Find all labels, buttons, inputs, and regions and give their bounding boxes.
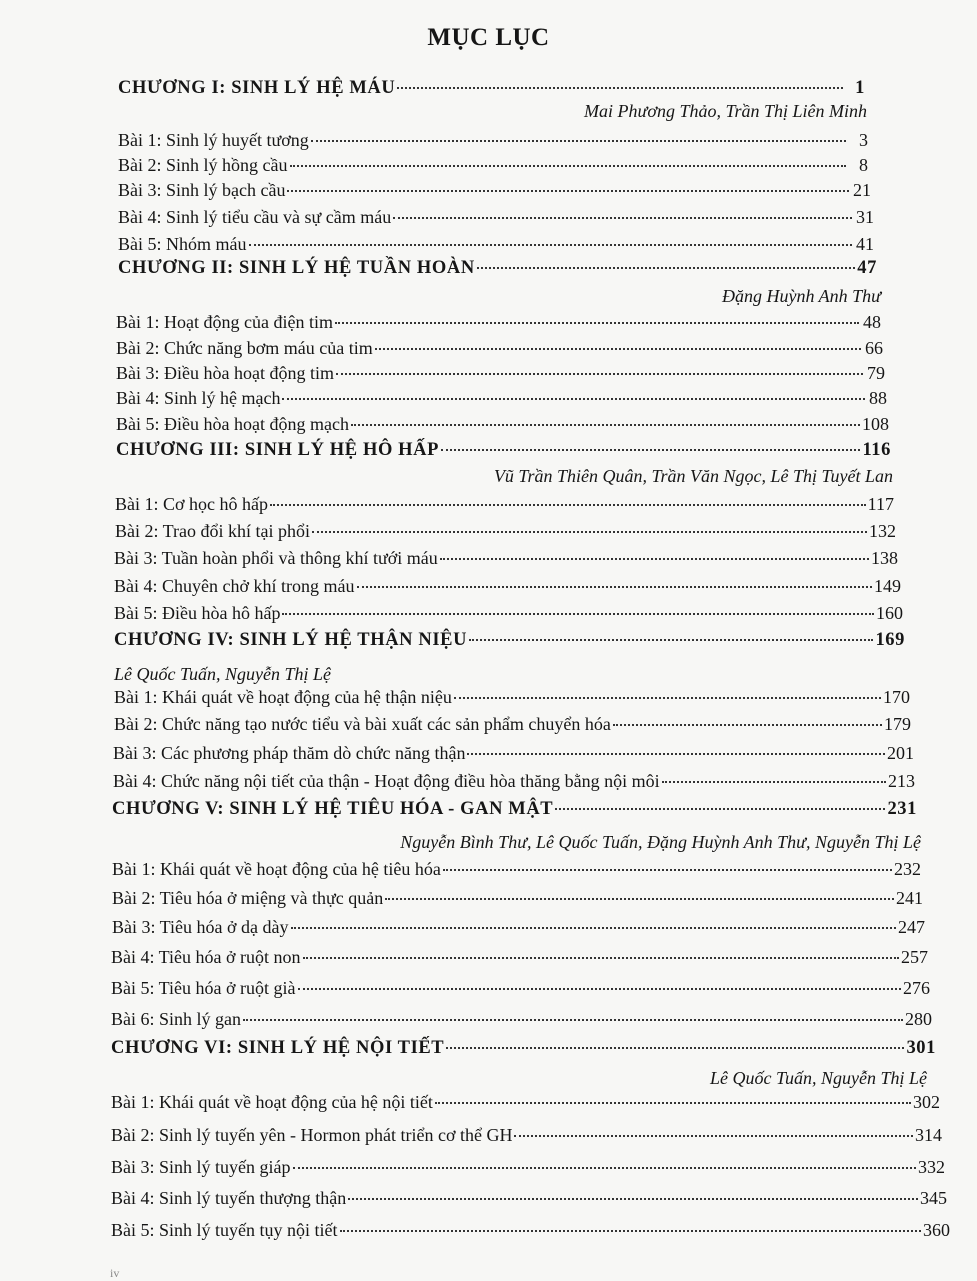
page-number: 66 <box>865 338 883 358</box>
page-number: 360 <box>923 1220 950 1240</box>
dot-leader <box>270 504 866 506</box>
dot-leader <box>477 267 855 269</box>
lesson-title: Bài 2: Chức năng tạo nước tiểu và bài xuất các sản phẩm chuyển hóa <box>114 714 611 734</box>
chapter-title: CHƯƠNG II: SINH LÝ HỆ TUẦN HOÀN <box>118 258 475 278</box>
chapter-title: CHƯƠNG I: SINH LÝ HỆ MÁU <box>118 78 396 98</box>
lesson-title: Bài 3: Tiêu hóa ở dạ dày <box>112 917 289 937</box>
lesson-title: Bài 5: Điều hòa hoạt động mạch <box>116 414 349 434</box>
chapter-title: CHƯƠNG VI: SINH LÝ HỆ NỘI TIẾT <box>111 1038 445 1058</box>
page-number: 108 <box>862 414 889 434</box>
page-number: 116 <box>862 440 891 460</box>
lesson-title: Bài 1: Khái quát về hoạt động của hệ tiêu hóa <box>112 859 441 879</box>
lesson-title: Bài 2: Tiêu hóa ở miệng và thực quản <box>112 888 384 908</box>
dot-leader <box>340 1230 922 1232</box>
dot-leader <box>662 781 886 783</box>
page-title: MỤC LỤC <box>427 24 550 51</box>
lesson-title: Bài 3: Sinh lý bạch cầu <box>118 180 286 200</box>
lesson-entry[interactable] <box>118 155 868 176</box>
lesson-title: Bài 3: Các phương pháp thăm dò chức năng thận <box>113 743 466 763</box>
lesson-entry[interactable] <box>112 859 921 880</box>
lesson-entry[interactable] <box>111 1009 932 1030</box>
chapter-authors: Vũ Trần Thiên Quân, Trần Văn Ngọc, Lê Thị Tuyết Lan <box>493 466 893 486</box>
lesson-entry[interactable] <box>118 130 868 151</box>
dot-leader <box>443 869 892 871</box>
page-number: 132 <box>869 521 896 541</box>
lesson-entry[interactable] <box>114 687 910 708</box>
lesson-entry[interactable] <box>112 888 923 909</box>
page-number: 201 <box>887 743 914 763</box>
lesson-title: Bài 5: Sinh lý tuyến tụy nội tiết <box>111 1220 338 1240</box>
lesson-title: Bài 4: Chức năng nội tiết của thận - Hoạt động điều hòa thăng bằng nội môi <box>113 771 660 791</box>
dot-leader <box>249 244 853 246</box>
lesson-title: Bài 4: Sinh lý tiểu cầu và sự cầm máu <box>118 207 392 227</box>
lesson-entry[interactable] <box>114 548 898 569</box>
dot-leader <box>446 1047 904 1049</box>
dot-leader <box>454 697 881 699</box>
chapter-heading[interactable] <box>111 1038 936 1059</box>
page-number: 3 <box>859 130 868 150</box>
dot-leader <box>613 724 882 726</box>
chapter-authors: Lê Quốc Tuấn, Nguyễn Thị Lệ <box>114 664 332 684</box>
lesson-entry[interactable] <box>112 917 925 938</box>
page-number: 276 <box>903 978 930 998</box>
dot-leader <box>555 808 885 810</box>
dot-leader <box>311 140 846 142</box>
lesson-title: Bài 5: Nhóm máu <box>118 234 247 254</box>
lesson-entry[interactable] <box>111 1188 947 1209</box>
lesson-title: Bài 1: Khái quát về hoạt động của hệ thận niệu <box>114 687 452 707</box>
dot-leader <box>514 1135 913 1137</box>
page-number: 88 <box>869 388 887 408</box>
page-number: 280 <box>905 1009 932 1029</box>
page-number: 31 <box>856 207 874 227</box>
lesson-title: Bài 1: Hoạt động của điện tim <box>116 312 333 332</box>
chapter-authors: Nguyễn Bình Thư, Lê Quốc Tuấn, Đặng Huỳnh Anh Thư, Nguyễn Thị Lệ <box>400 832 921 852</box>
lesson-entry[interactable] <box>115 521 896 542</box>
page-number: 149 <box>874 576 901 596</box>
lesson-entry[interactable] <box>111 947 928 968</box>
dot-leader <box>290 165 847 167</box>
dot-leader <box>357 586 873 588</box>
page-number: 8 <box>859 155 868 175</box>
page-number: 301 <box>906 1038 936 1058</box>
page-number: 241 <box>896 888 923 908</box>
page-number: 79 <box>867 363 885 383</box>
lesson-title: Bài 2: Chức năng bơm máu của tim <box>116 338 373 358</box>
lesson-title: Bài 2: Trao đổi khí tại phổi <box>115 521 311 541</box>
lesson-title: Bài 2: Sinh lý tuyến yên - Hormon phát triển cơ thể GH <box>111 1125 513 1145</box>
dot-leader <box>385 898 894 900</box>
dot-leader <box>351 424 860 426</box>
chapter-heading[interactable] <box>112 799 917 820</box>
dot-leader <box>291 927 896 929</box>
lesson-title: Bài 1: Khái quát về hoạt động của hệ nội tiết <box>111 1092 433 1112</box>
page-number: 169 <box>875 630 905 650</box>
page-number: 232 <box>894 859 921 879</box>
chapter-heading[interactable] <box>118 78 865 99</box>
lesson-entry[interactable] <box>116 363 885 384</box>
dot-leader <box>393 217 852 219</box>
page-number: 302 <box>913 1092 940 1112</box>
lesson-entry[interactable] <box>115 494 894 515</box>
chapter-authors: Mai Phương Thảo, Trần Thị Liên Minh <box>584 101 867 121</box>
dot-leader <box>287 190 849 192</box>
chapter-title: CHƯƠNG V: SINH LÝ HỆ TIÊU HÓA - GAN MẬT <box>112 799 554 819</box>
dot-leader <box>397 87 843 89</box>
lesson-entry[interactable] <box>116 414 889 435</box>
page-number: 47 <box>857 258 877 278</box>
lesson-title: Bài 4: Chuyên chở khí trong máu <box>114 576 355 596</box>
lesson-entry[interactable] <box>113 771 915 792</box>
page-number: 332 <box>918 1157 945 1177</box>
lesson-title: Bài 4: Tiêu hóa ở ruột non <box>111 947 301 967</box>
page-number: 213 <box>888 771 915 791</box>
dot-leader <box>375 348 861 350</box>
lesson-title: Bài 1: Sinh lý huyết tương <box>118 130 309 150</box>
dot-leader <box>441 449 860 451</box>
page-number: 231 <box>887 799 917 819</box>
lesson-title: Bài 5: Tiêu hóa ở ruột già <box>111 978 296 998</box>
lesson-title: Bài 3: Sinh lý tuyến giáp <box>111 1157 291 1177</box>
page-number: 170 <box>883 687 910 707</box>
lesson-entry[interactable] <box>118 207 874 228</box>
dot-leader <box>243 1019 903 1021</box>
chapter-heading[interactable] <box>116 440 891 461</box>
lesson-entry[interactable] <box>111 1125 942 1146</box>
lesson-entry[interactable] <box>114 714 911 735</box>
chapter-authors: Đặng Huỳnh Anh Thư <box>722 286 881 306</box>
page-number-footer: iv <box>110 1266 120 1280</box>
lesson-title: Bài 4: Sinh lý tuyến thượng thận <box>111 1188 347 1208</box>
dot-leader <box>282 613 874 615</box>
chapter-heading[interactable] <box>118 258 877 279</box>
page-number: 247 <box>898 917 925 937</box>
lesson-entry[interactable] <box>111 1092 940 1113</box>
lesson-title: Bài 3: Tuần hoàn phổi và thông khí tưới máu <box>114 548 438 568</box>
dot-leader <box>293 1167 917 1169</box>
lesson-title: Bài 2: Sinh lý hồng cầu <box>118 155 288 175</box>
dot-leader <box>467 753 885 755</box>
chapter-title: CHƯƠNG IV: SINH LÝ HỆ THẬN NIỆU <box>114 630 468 650</box>
lesson-entry[interactable] <box>111 1157 945 1178</box>
lesson-entry[interactable] <box>111 978 930 999</box>
lesson-title: Bài 5: Điều hòa hô hấp <box>114 603 281 623</box>
page-number: 48 <box>863 312 881 332</box>
lesson-title: Bài 6: Sinh lý gan <box>111 1009 241 1029</box>
dot-leader <box>303 957 899 959</box>
lesson-entry[interactable] <box>114 603 903 624</box>
lesson-entry[interactable] <box>118 234 874 255</box>
dot-leader <box>335 322 859 324</box>
dot-leader <box>435 1102 911 1104</box>
lesson-title: Bài 4: Sinh lý hệ mạch <box>116 388 281 408</box>
lesson-title: Bài 1: Cơ học hô hấp <box>115 494 268 514</box>
page-number: 1 <box>855 78 865 98</box>
lesson-entry[interactable] <box>118 180 871 201</box>
dot-leader <box>312 531 867 533</box>
lesson-entry[interactable] <box>114 576 901 597</box>
lesson-entry[interactable] <box>111 1220 950 1241</box>
chapter-title: CHƯƠNG III: SINH LÝ HỆ HÔ HẤP <box>116 440 440 460</box>
page-number: 345 <box>920 1188 947 1208</box>
page-number: 21 <box>853 180 871 200</box>
page-number: 314 <box>915 1125 942 1145</box>
page-number: 117 <box>867 494 894 514</box>
dot-leader <box>282 398 865 400</box>
lesson-title: Bài 3: Điều hòa hoạt động tim <box>116 363 334 383</box>
page-number: 257 <box>901 947 928 967</box>
lesson-entry[interactable] <box>116 388 887 409</box>
chapter-authors: Lê Quốc Tuấn, Nguyễn Thị Lệ <box>709 1068 927 1088</box>
dot-leader <box>348 1198 918 1200</box>
lesson-entry[interactable] <box>113 743 914 764</box>
dot-leader <box>469 639 873 641</box>
page-number: 138 <box>871 548 898 568</box>
lesson-entry[interactable] <box>116 312 881 333</box>
chapter-heading[interactable] <box>114 630 905 651</box>
dot-leader <box>298 988 901 990</box>
dot-leader <box>336 373 863 375</box>
dot-leader <box>440 558 869 560</box>
page-number: 41 <box>856 234 874 254</box>
page-number: 179 <box>884 714 911 734</box>
lesson-entry[interactable] <box>116 338 883 359</box>
page-number: 160 <box>876 603 903 623</box>
